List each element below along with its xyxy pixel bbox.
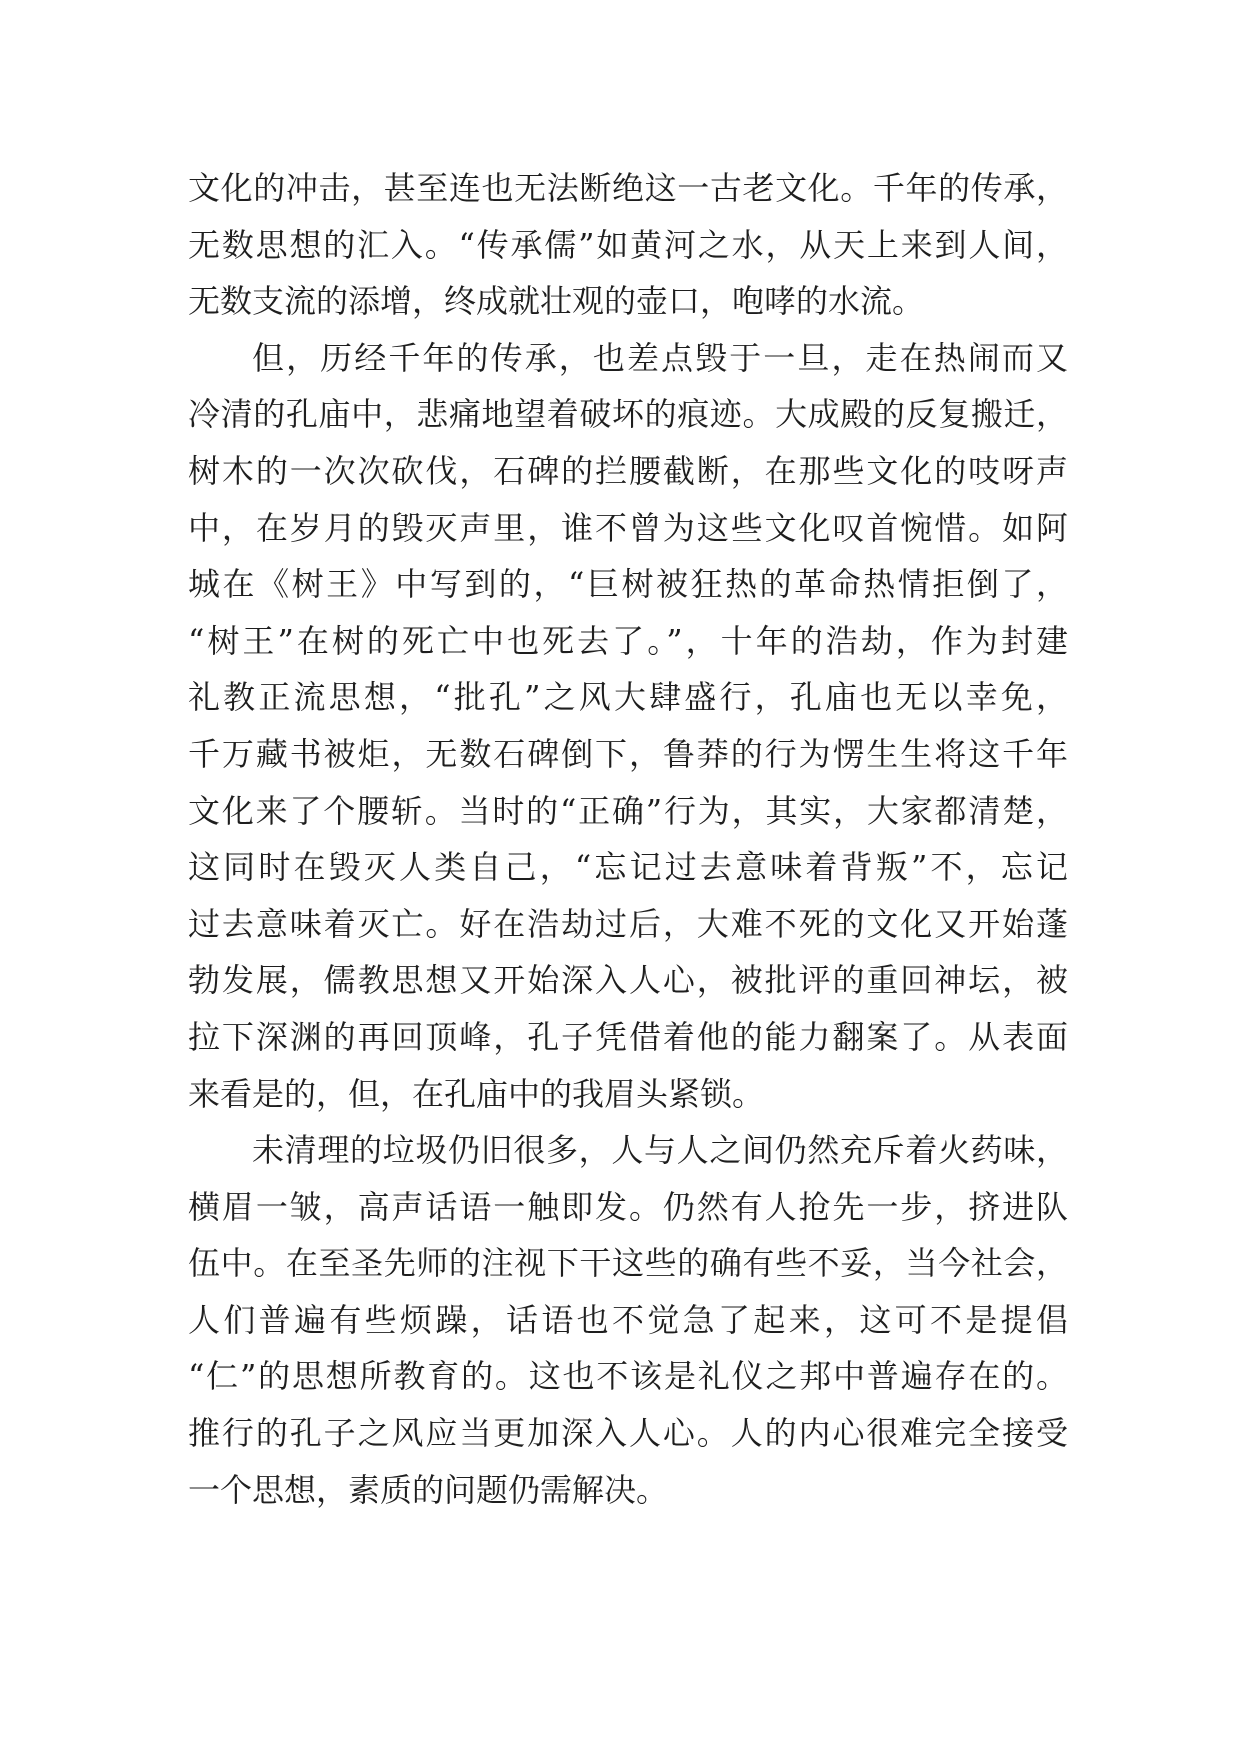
text-line: 礼教正流思想，“批孔”之风大肆盛行，孔庙也无以幸免，: [188, 678, 1068, 717]
text-line: 冷清的孔庙中，悲痛地望着破坏的痕迹。大成殿的反复搬迁，: [188, 395, 1068, 434]
text-line: “树王”在树的死亡中也死去了。”，十年的浩劫，作为封建: [188, 621, 1068, 660]
text-line: 这同时在毁灭人类自己，“忘记过去意味着背叛”不，忘记: [188, 848, 1068, 887]
text-line: 千万藏书被炬，无数石碑倒下，鲁莽的行为愣生生将这千年: [188, 734, 1068, 773]
text-line: 拉下深渊的再回顶峰，孔子凭借着他的能力翻案了。从表面: [188, 1017, 1068, 1056]
text-line: 未清理的垃圾仍旧很多，人与人之间仍然充斥着火药味，: [252, 1131, 1068, 1170]
text-line: 无数思想的汇入。“传承儒”如黄河之水，从天上来到人间，: [188, 225, 1068, 264]
text-line: 横眉一皱，高声话语一触即发。仍然有人抢先一步，挤进队: [188, 1187, 1068, 1226]
text-line: 人们普遍有些烦躁，话语也不觉急了起来，这可不是提倡: [188, 1300, 1068, 1339]
text-line: 推行的孔子之风应当更加深入人心。人的内心很难完全接受: [188, 1414, 1068, 1453]
text-line: 城在《树王》中写到的，“巨树被狂热的革命热情拒倒了，: [188, 565, 1068, 604]
text-line: 中，在岁月的毁灭声里，谁不曾为这些文化叹首惋惜。如阿: [188, 508, 1068, 547]
text-line: 文化的冲击，甚至连也无法断绝这一古老文化。千年的传承，: [188, 169, 1068, 207]
body-text: [188, 160, 1068, 1518]
text-line: 树木的一次次砍伐，石碑的拦腰截断，在那些文化的吱呀声: [188, 451, 1068, 490]
text-line: 但，历经千年的传承，也差点毁于一旦，走在热闹而又: [252, 338, 1068, 377]
text-line: 无数支流的添增，终成就壮观的壶口，咆哮的水流。: [188, 282, 925, 321]
text-line: 文化来了个腰斩。当时的“正确”行为，其实，大家都清楚，: [188, 791, 1068, 830]
text-line: 来看是的，但，在孔庙中的我眉头紧锁。: [188, 1074, 765, 1113]
text-line: 伍中。在至圣先师的注视下干这些的确有些不妥，当今社会，: [188, 1244, 1068, 1283]
text-line: 勃发展，儒教思想又开始深入人心，被批评的重回神坛，被: [188, 961, 1068, 1000]
text-line: “仁”的思想所教育的。这也不该是礼仪之邦中普遍存在的。: [188, 1357, 1068, 1396]
text-line: 过去意味着灭亡。好在浩劫过后，大难不死的文化又开始蓬: [188, 904, 1068, 943]
text-line: 一个思想，素质的问题仍需解决。: [188, 1470, 669, 1509]
